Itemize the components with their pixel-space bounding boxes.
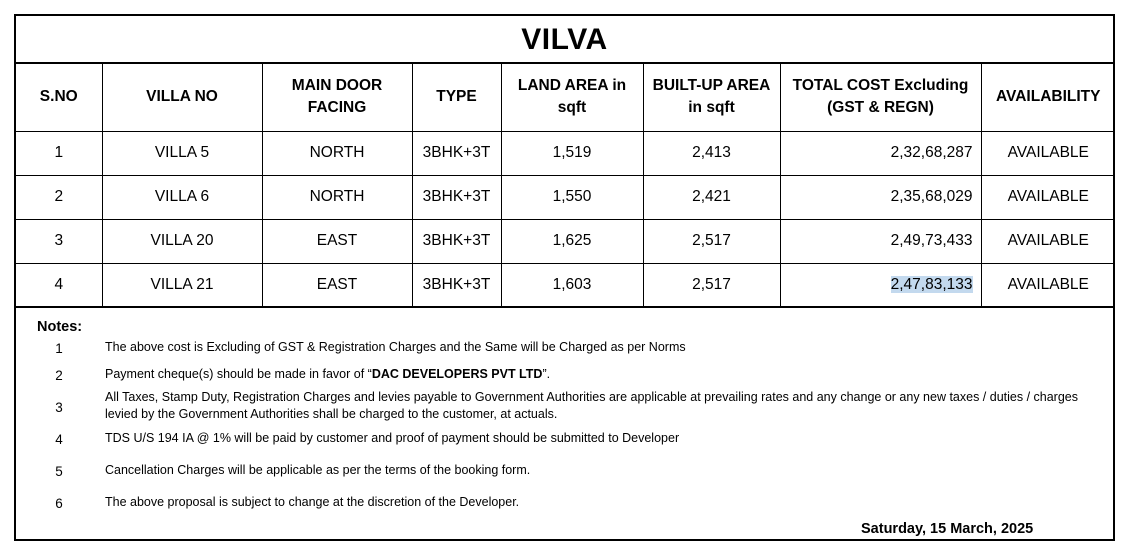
table-row <box>16 219 1115 263</box>
cell-availability: AVAILABLE <box>981 263 1115 307</box>
cell-sno: 3 <box>16 219 102 263</box>
cell-total-cost[interactable] <box>780 263 981 307</box>
note-text: The above cost is Excluding of GST & Registration Charges and the Same will be Charged as per Norms <box>105 340 686 354</box>
cell-land-area: 1,603 <box>501 263 643 307</box>
cell-villa-no: VILLA 5 <box>102 131 262 175</box>
cell-type: 3BHK+3T <box>412 263 501 307</box>
cell-availability: AVAILABLE <box>981 131 1115 175</box>
cell-total-cost: 2,35,68,029 <box>780 175 981 219</box>
cell-facing: EAST <box>262 219 412 263</box>
table-row <box>16 263 1115 307</box>
cell-villa-no: VILLA 6 <box>102 175 262 219</box>
note-text <box>105 366 1113 383</box>
note-number: 2 <box>55 368 63 383</box>
cell-land-area: 1,519 <box>501 131 643 175</box>
table-header-row <box>16 64 1115 131</box>
note-text: The above proposal is subject to change at the discretion of the Developer. <box>105 495 520 509</box>
cell-built-up-area: 2,421 <box>643 175 780 219</box>
note-text: All Taxes, Stamp Duty, Registration Charges and levies payable to Government Authorities are applicable at prevailing rates and any change or any new taxes / duties / charges levied by the Government Authorities shall be charged to the customer, at actuals. <box>105 390 1078 421</box>
cell-built-up-area: 2,517 <box>643 219 780 263</box>
cell-type: 3BHK+3T <box>412 175 501 219</box>
cell-facing: NORTH <box>262 175 412 219</box>
cell-total-cost: 2,32,68,287 <box>780 131 981 175</box>
note-text-part: Payment cheque(s) should be made in favor of “ <box>105 367 372 381</box>
villa-table <box>16 64 1115 308</box>
col-header-type: TYPE <box>412 64 501 131</box>
note-company-name: DAC DEVELOPERS PVT LTD <box>371 367 543 381</box>
cell-land-area: 1,625 <box>501 219 643 263</box>
cell-villa-no: VILLA 21 <box>102 263 262 307</box>
note-number: 5 <box>55 464 63 479</box>
cell-facing: NORTH <box>262 131 412 175</box>
col-header-land-area: LAND AREA in sqft <box>501 64 643 131</box>
col-header-sno: S.NO <box>16 64 102 131</box>
table-row <box>16 131 1115 175</box>
cell-availability: AVAILABLE <box>981 219 1115 263</box>
col-header-villa-no: VILLA NO <box>102 64 262 131</box>
cell-built-up-area: 2,413 <box>643 131 780 175</box>
price-sheet <box>14 14 1115 541</box>
note-number: 1 <box>55 341 63 356</box>
cell-type: 3BHK+3T <box>412 219 501 263</box>
note-number: 3 <box>55 400 63 415</box>
col-header-total-cost: TOTAL COST Excluding (GST & REGN) <box>780 64 981 131</box>
document-date: Saturday, 15 March, 2025 <box>861 521 1034 537</box>
selected-cost-text[interactable]: 2,47,83,133 <box>890 275 973 293</box>
sheet-title: VILVA <box>16 16 1113 64</box>
cell-land-area: 1,550 <box>501 175 643 219</box>
note-number: 6 <box>55 496 63 511</box>
cell-total-cost: 2,49,73,433 <box>780 219 981 263</box>
cell-facing: EAST <box>262 263 412 307</box>
note-text: Cancellation Charges will be applicable as per the terms of the booking form. <box>105 463 531 477</box>
table-row <box>16 175 1115 219</box>
cell-sno: 2 <box>16 175 102 219</box>
cell-type: 3BHK+3T <box>412 131 501 175</box>
cell-sno: 1 <box>16 131 102 175</box>
col-header-built-up-area: BUILT-UP AREA in sqft <box>643 64 780 131</box>
note-text: TDS U/S 194 IA @ 1% will be paid by customer and proof of payment should be submitted to Developer <box>105 431 680 445</box>
note-number: 4 <box>55 432 63 447</box>
notes-heading: Notes: <box>37 319 83 335</box>
cell-built-up-area: 2,517 <box>643 263 780 307</box>
cell-sno: 4 <box>16 263 102 307</box>
cell-availability: AVAILABLE <box>981 175 1115 219</box>
note-text-part: ”. <box>542 367 551 381</box>
col-header-availability: AVAILABILITY <box>981 64 1115 131</box>
col-header-main-door-facing: MAIN DOOR FACING <box>262 64 412 131</box>
cell-villa-no: VILLA 20 <box>102 219 262 263</box>
